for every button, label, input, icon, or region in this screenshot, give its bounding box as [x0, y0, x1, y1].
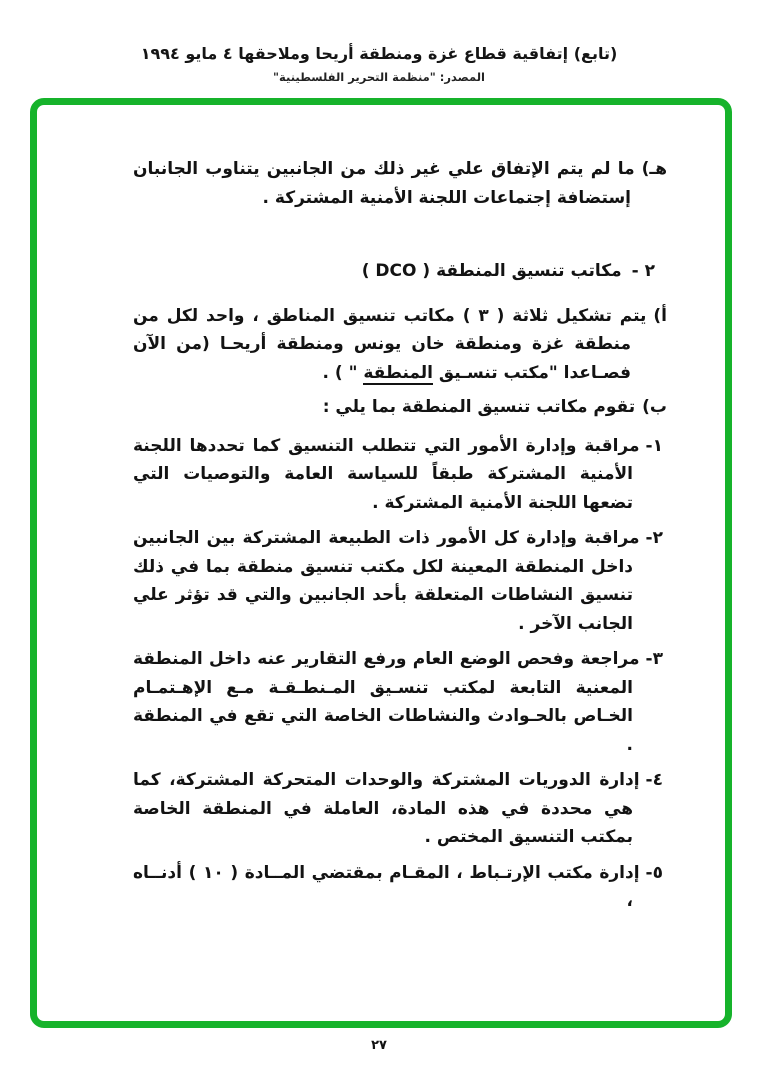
list-item-4-text: إدارة الدوريات المشتركة والوحدات المتحركة المشتركة، كما هي محددة في هذه المادة، العاملة في المنطقة الخاصة بمكتب التنسيق المختص .	[133, 770, 640, 847]
document-body	[133, 155, 667, 923]
paragraph-e	[133, 155, 667, 212]
list-item-4-number: ٤-	[645, 770, 663, 790]
paragraph-e-text: ما لم يتم الإتفاق علي غير ذلك من الجانبين يتناوب الجانبان إستضافة إجتماعات اللجنة الأمنية المشتركة .	[133, 159, 635, 208]
list-item-5-text: إدارة مكتب الإرتـباط ، المقـام بمقتضي المــادة ( ١٠ ) أدنــاه ،	[133, 862, 640, 911]
list-item-1-text: مراقبة وإدارة الأمور التي تتطلب التنسيق كما تحددها اللجنة الأمنية المشتركة طبقاً للسياسة العامة والتوصيات التي تضعها اللجنة الأمنية المشتركة .	[133, 435, 640, 513]
list-item-3-number: ٣-	[645, 649, 663, 669]
green-border-frame	[30, 98, 732, 1028]
section-title: مكاتب تنسيق المنطقة ( DCO )	[361, 261, 622, 281]
paragraph-a	[133, 302, 667, 388]
section-heading-dco	[133, 257, 667, 286]
paragraph-a-underlined-term: المنطقة	[363, 362, 433, 383]
page-number: ٢٧	[371, 1038, 387, 1053]
paragraph-e-marker: هـ)	[641, 159, 667, 179]
list-item-2	[133, 524, 663, 638]
list-item-4	[133, 766, 663, 852]
paragraph-a-marker: أ)	[653, 305, 668, 326]
paragraph-b-text: تقوم مكاتب تنسيق المنطقة بما يلي :	[322, 397, 636, 417]
paragraph-a-text-start: يتم تشكيل ثلاثة ( ٣ ) مكاتب تنسيق المناطق ، واحد لكل من منطقة غزة ومنطقة خان يونس ومنطقة أريحـا (من الآن فصـاعدا "مكتب تنسـيق	[133, 305, 647, 383]
paragraph-a-text-end: " ) .	[322, 362, 364, 383]
paragraph-b-marker: ب)	[642, 397, 667, 417]
document-source-line: المصدر: "منظمة التحرير الفلسطينية"	[273, 70, 485, 84]
list-item-5	[133, 859, 663, 916]
list-item-3-text: مراجعة وفحص الوضع العام ورفع التقارير عنه داخل المنطقة المعنية التابعة لمكتب تنسـيق المـنطـقـة مـع الإهـتمـام الخـاص بالحـوادث والنشاطات الخاصة التي تقع في المنطقة .	[133, 649, 640, 755]
section-number: ٢ -	[631, 261, 655, 281]
list-item-3	[133, 645, 663, 759]
numbered-list	[133, 432, 667, 916]
list-item-2-number: ٢-	[645, 528, 663, 548]
document-title: (تابع) إتفاقية قطاع غزة ومنطقة أريحا وملاحقها ٤ مايو ١٩٩٤	[140, 44, 618, 63]
list-item-1-number: ١-	[645, 435, 663, 456]
list-item-5-number: ٥-	[645, 862, 663, 883]
list-item-2-text: مراقبة وإدارة كل الأمور ذات الطبيعة المشتركة بين الجانبين داخل المنطقة المعينة لكل مكتب تنسيق منطقة بما في ذلك تنسيق النشاطات المتعلقة بأحد الجانبين والتي قد تؤثر علي الجانب الآخر .	[133, 528, 640, 634]
paragraph-b	[133, 393, 667, 422]
document-header	[0, 44, 758, 84]
list-item-1	[133, 432, 663, 518]
